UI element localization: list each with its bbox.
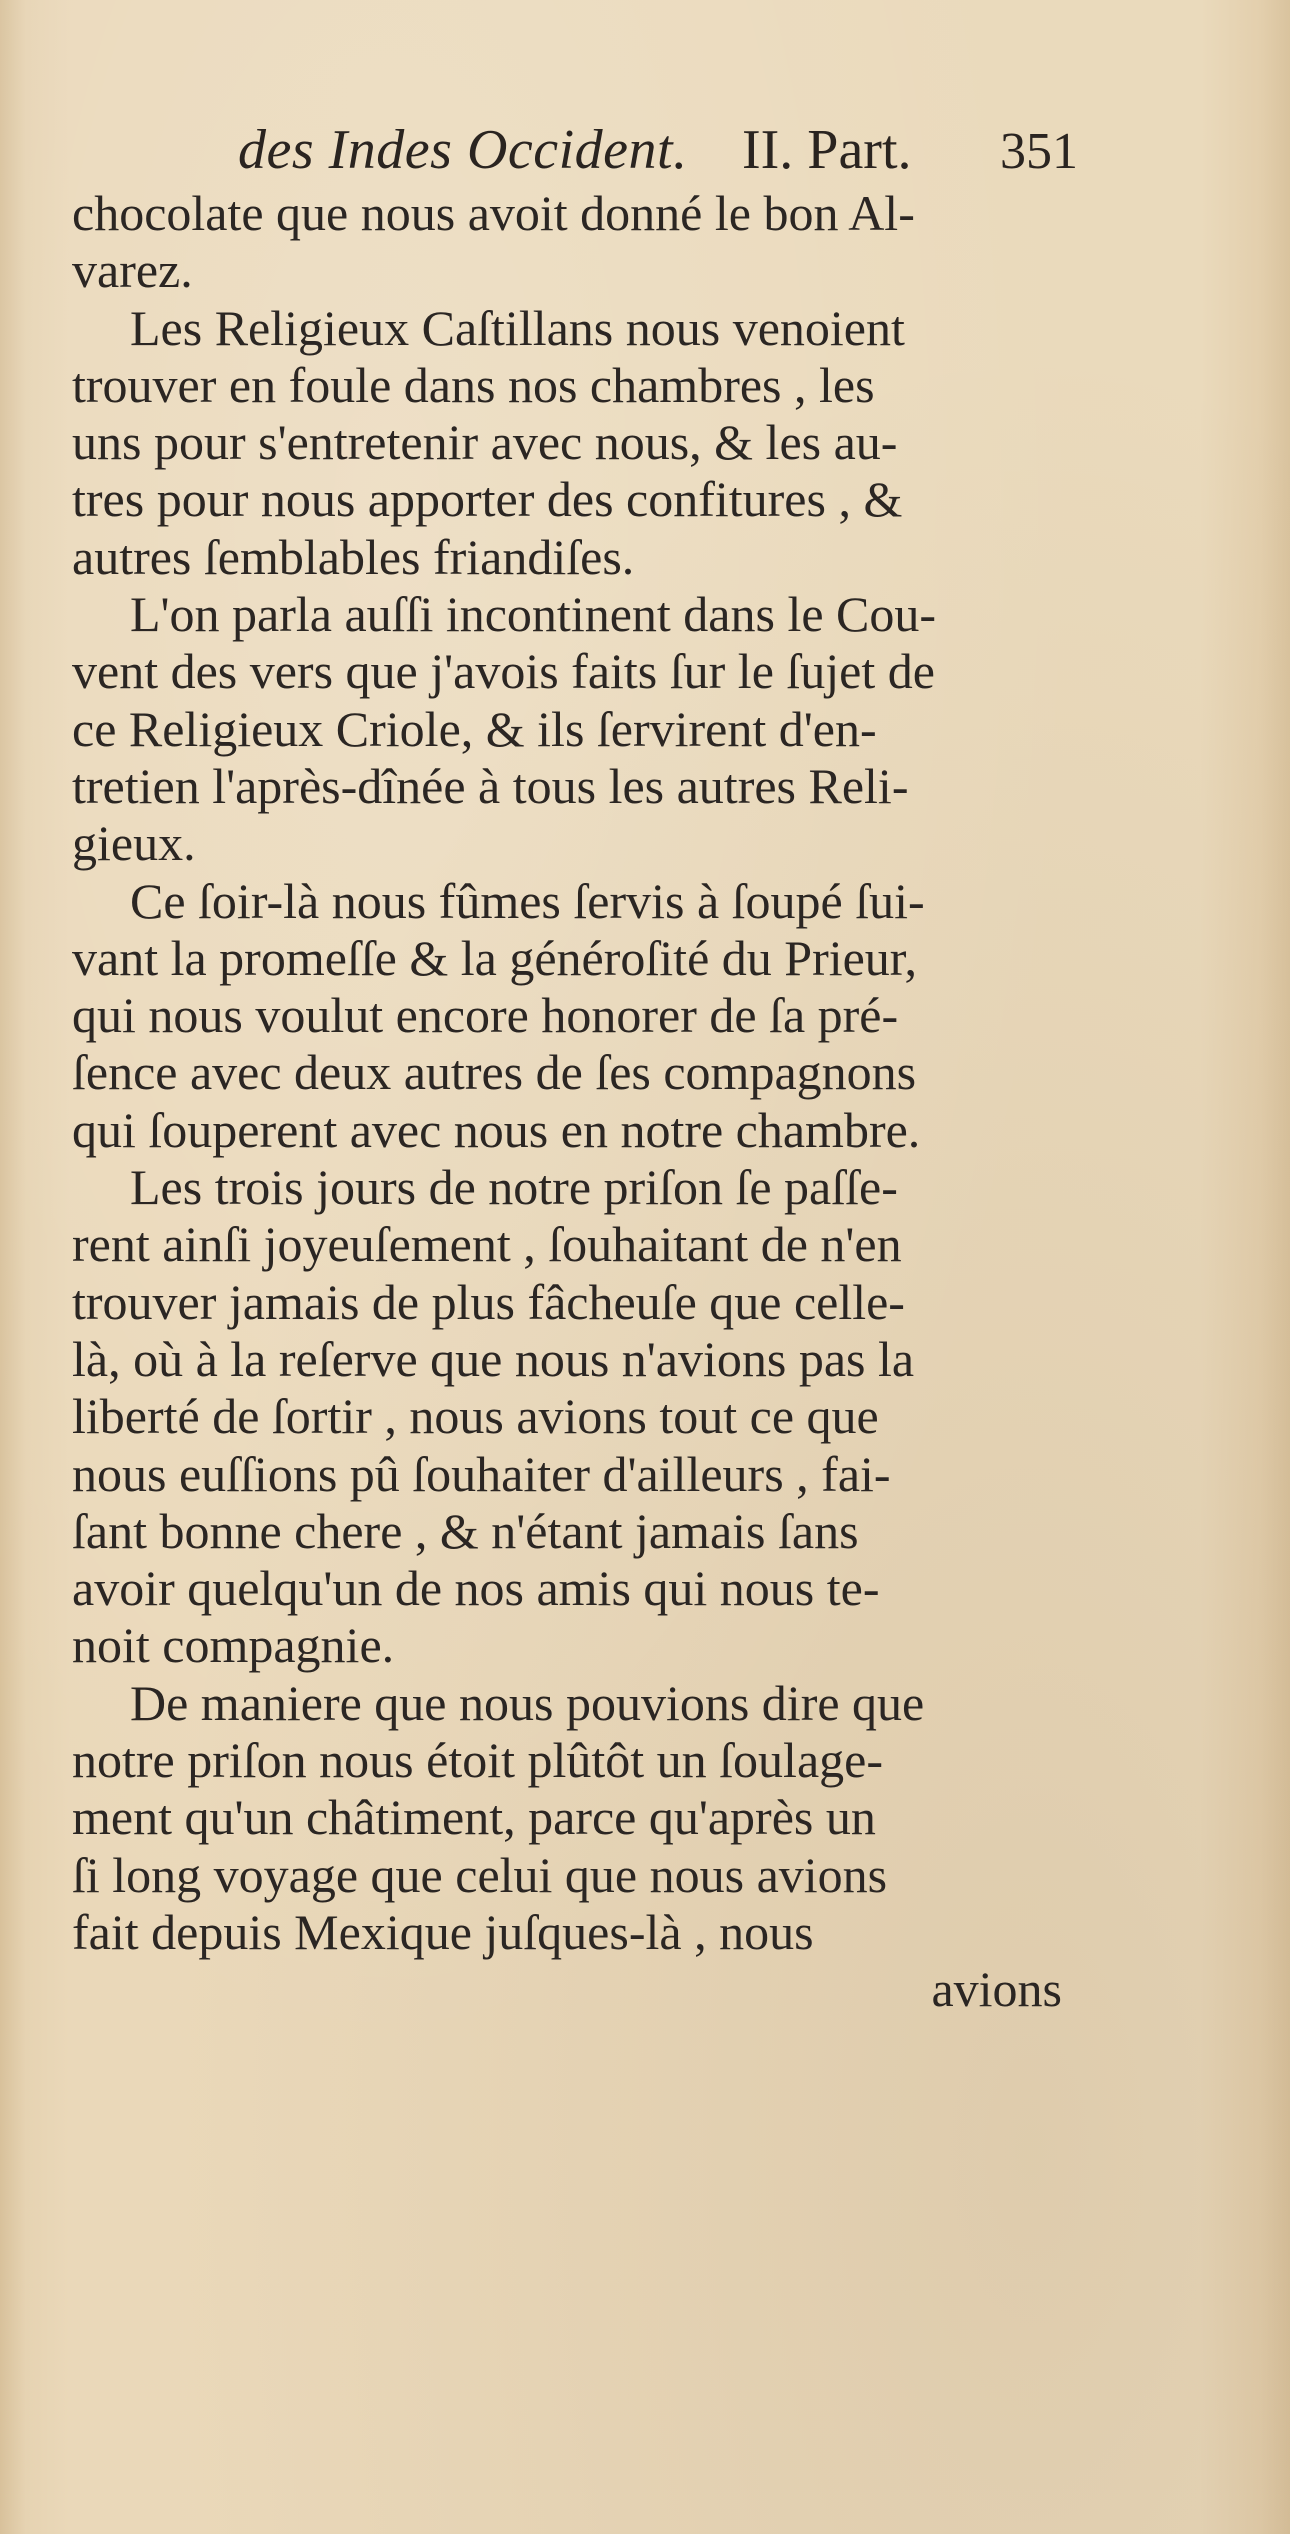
text-line: De maniere que nous pouvions dire que — [130, 1674, 925, 1731]
text-line: noit compagnie. — [72, 1617, 395, 1674]
text-line: qui nous voulut encore honorer de ſa pré- — [72, 987, 899, 1044]
text-line: vant la promeſſe & la généroſité du Prieur, — [72, 929, 917, 986]
text-line: ſi long voyage que celui que nous avions — [72, 1846, 888, 1903]
running-head — [238, 118, 1078, 182]
text-line: trouver en foule dans nos chambres , les — [72, 356, 875, 413]
running-head-title: des Indes Occident. — [238, 119, 688, 181]
text-line: avoir quelqu'un de nos amis qui nous te- — [72, 1560, 880, 1617]
text-line: chocolate que nous avoit donné le bon Al- — [72, 185, 915, 241]
text-line: uns pour s'entretenir avec nous, & les au- — [72, 414, 898, 471]
text-line: gieux. — [72, 815, 196, 872]
text-line: ment qu'un châtiment, parce qu'après un — [72, 1789, 876, 1846]
page-number: 351 — [1000, 123, 1078, 180]
text-line: trouver jamais de plus fâcheuſe que celle- — [72, 1273, 905, 1330]
text-line: ſence avec deux autres de ſes compagnons — [72, 1044, 917, 1101]
text-line: Les trois jours de notre priſon ſe paſſe- — [130, 1159, 898, 1216]
text-line: tres pour nous apporter des confitures , & — [72, 471, 903, 528]
text-line: là, où à la reſerve que nous n'avions pas la — [72, 1330, 915, 1387]
text-line: varez. — [72, 242, 193, 299]
text-line: tretien l'après-dînée à tous les autres Reli- — [72, 757, 909, 814]
text-line: rent ainſi joyeuſement , ſouhaitant de n'en — [72, 1216, 902, 1273]
text-line: vent des vers que j'avois faits ſur le ſujet de — [72, 643, 935, 700]
text-line: L'on parla auſſi incontinent dans le Cou- — [130, 586, 937, 643]
text-line: ſant bonne chere , & n'étant jamais ſans — [72, 1502, 859, 1559]
text-line: qui ſouperent avec nous en notre chambre. — [72, 1101, 921, 1158]
running-head-part: II. Part. — [742, 119, 912, 181]
text-line: fait depuis Mexique juſques-là , nous — [72, 1903, 814, 1960]
body-text — [72, 185, 1082, 2019]
text-line: Ce ſoir-là nous fûmes ſervis à ſoupé ſui- — [130, 872, 925, 929]
text-line: notre priſon nous étoit plûtôt un ſoulage- — [72, 1732, 883, 1789]
text-line: autres ſemblables friandiſes. — [72, 528, 635, 585]
catchword: avions — [931, 1961, 1062, 2018]
text-line: Les Religieux Caſtillans nous venoient — [130, 299, 905, 356]
text-line: nous euſſions pû ſouhaiter d'ailleurs , fai- — [72, 1445, 891, 1502]
text-line: ce Religieux Criole, & ils ſervirent d'en- — [72, 700, 877, 757]
text-line: liberté de ſortir , nous avions tout ce que — [72, 1388, 879, 1445]
